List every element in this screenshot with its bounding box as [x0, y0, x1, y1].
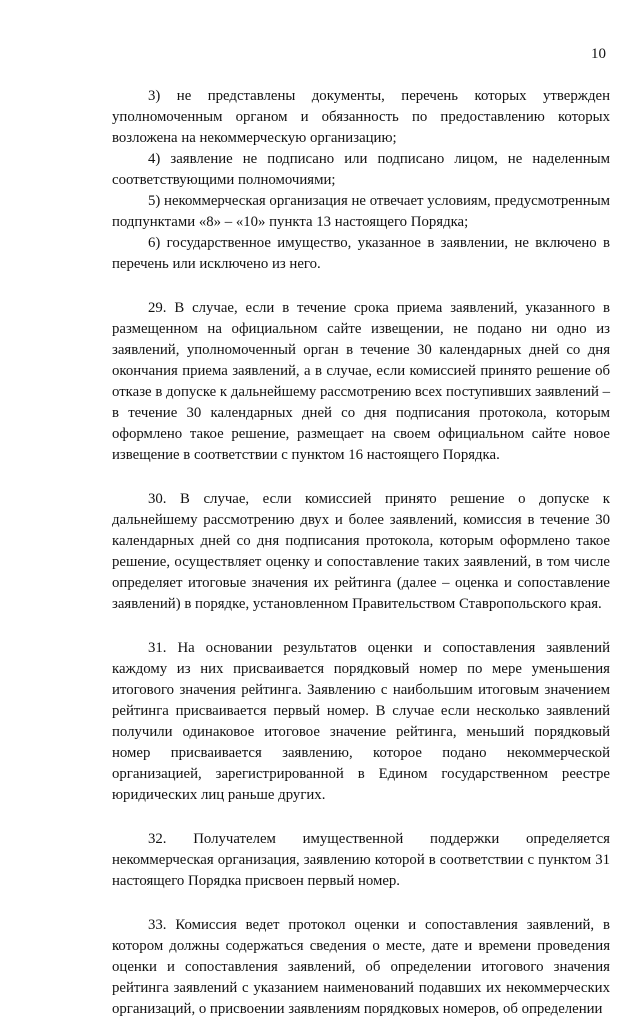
clause-33: 33. Комиссия ведет протокол оценки и сопоставления заявлений, в котором должны содержаться сведения о месте, дате и времени проведения оценки и сопоставления заявлений, об определении итогового значения рейтинга заявлений с указанием наименований подавших их некоммерческих организаций, о присвоении заявлениям порядковых номеров, об определении	[112, 917, 610, 1017]
list-item-3: 3) не представлены документы, перечень которых утвержден уполномоченным органом и обязанность по предоставлению которых возложена на некоммерческую организацию;	[112, 88, 610, 146]
list-item-4: 4) заявление не подписано или подписано лицом, не наделенным соответствующими полномочиями;	[112, 151, 610, 188]
clause-30: 30. В случае, если комиссией принято решение о допуске к дальнейшему рассмотрению двух и более заявлений, комиссия в течение 30 календарных дней со дня подписания протокола, которым оформлено такое решение, осуществляет оценку и сопоставление таких заявлений, в том числе определяет итоговые значения их рейтинга (далее – оценка и сопоставление заявлений) в порядке, установленном Правительством Ставропольского края.	[112, 491, 610, 612]
clause-29: 29. В случае, если в течение срока приема заявлений, указанного в размещенном на официальном сайте извещении, не подано ни одно из заявлений, уполномоченный орган в течение 30 календарных дней со дня окончания приема заявлений, а в случае, если комиссией принято решение об отказе в допуске к дальнейшему рассмотрению всех поступивших заявлений – в течение 30 календарных дней со дня подписания протокола, которым оформлено такое решение, размещает на своем официальном сайте новое извещение в соответствии с пунктом 16 настоящего Порядка.	[112, 300, 610, 463]
list-item-6: 6) государственное имущество, указанное в заявлении, не включено в перечень или исключено из него.	[112, 235, 610, 272]
page-number: 10	[591, 46, 606, 62]
list-item-5: 5) некоммерческая организация не отвечает условиям, предусмотренным подпунктами «8» – «10» пункта 13 настоящего Порядка;	[112, 193, 610, 230]
clause-32: 32. Получателем имущественной поддержки определяется некоммерческая организация, заявлению которой в соответствии с пунктом 31 настоящего Порядка присвоен первый номер.	[112, 831, 610, 889]
document-body	[112, 86, 610, 1020]
clause-31: 31. На основании результатов оценки и сопоставления заявлений каждому из них присваивается порядковый номер по мере уменьшения итогового значения рейтинга. Заявлению с наибольшим итоговым значением рейтинга присваивается первый номер. В случае если несколько заявлений получили одинаковое итоговое значение рейтинга, меньший порядковый номер присваивается заявлению, которое подано некоммерческой организацией, зарегистрированной в Едином государственном реестре юридических лиц раньше других.	[112, 640, 610, 803]
